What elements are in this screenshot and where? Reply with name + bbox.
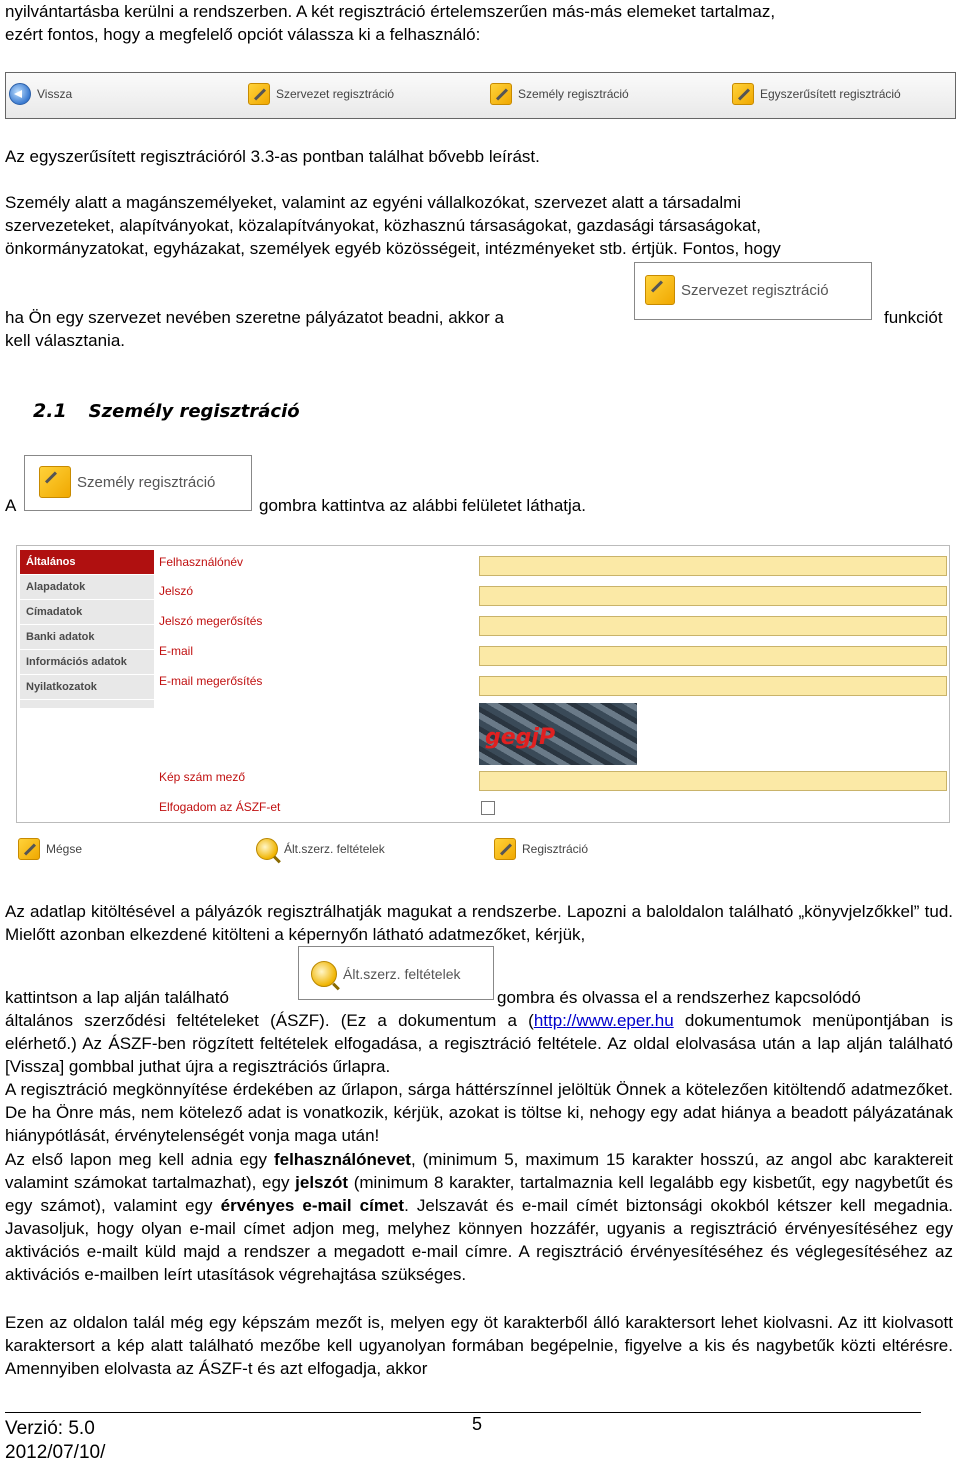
pencil-icon [18, 838, 40, 860]
registration-form-screenshot [16, 545, 950, 823]
body-paragraph-4: Az első lapon meg kell adnia egy felhasználónevet, (minimum 5, maximum 15 karakter hosszú, az angol abc karaktereit valamint számokat tartalmazhat), egy jelszót (minimum 8 karakter, tartalmaznia kell legalább egy kisbetűt, egy nagybetűt és egy számot), valamint egy érvényes e-mail címet. Jelszavát és e-mail címét biztonsági okokból kétszer kell megadnia. Javasoljuk, hogy olyan e-mail címet adjon meg, melyhez könnyen hozzáfér, ugyanis a regisztráció érvényesítéséhez egy aktivációs e-mailt küld majd a rendszer a megadott e-mail címre. A regisztráció érvényesítéséhez és véglegesítéséhez az aktivációs e-mailben leírt utasítások végrehajtása szükséges. [5, 1150, 954, 1284]
body-paragraph-3: A regisztráció megkönnyítése érdekében az űrlapon, sárga háttérszínnel jelöltük Önnek a kötelezően kitöltendő adatmezőket. De ha Önre más, nem kötelező adat is vonatkozik, kérjük, azokat is töltse ki, nehogy egy adat hiánya a beadott pályázatának hiánypótlását, érvénytelenségét vonja maga után! [5, 1080, 953, 1145]
section-number: 2.1 [33, 400, 67, 422]
email-label: E-mail [159, 644, 194, 658]
section-title: Személy regisztráció [88, 401, 300, 422]
bookmark-info[interactable]: Információs adatok [20, 650, 154, 674]
paragraph-line: kell választania. [5, 331, 126, 350]
pencil-icon [645, 275, 675, 305]
pencil-icon [39, 466, 71, 498]
bookmark-declarations[interactable]: Nyilatkozatok [20, 675, 154, 699]
register-button[interactable]: Regisztráció [494, 838, 588, 860]
pencil-icon [248, 83, 270, 105]
simplified-note: Az egyszerűsített regisztrációról 3.3-as pontban találhat bővebb leírást. [5, 147, 540, 166]
captcha-image: gegjP [479, 703, 637, 765]
intro-line-2: ezért fontos, hogy a megfelelő opciót válassza ki a felhasználó: [5, 25, 481, 44]
paragraph-line: ha Ön egy szervezet nevében szeretne pályázatot beadni, akkor a [5, 308, 504, 327]
back-arrow-icon [9, 83, 31, 105]
pencil-icon [490, 83, 512, 105]
form-bookmark-sidebar [20, 550, 154, 708]
password-confirm-label: Jelszó megerősítés [159, 614, 263, 628]
paragraph-line: szervezeteket, alapítványokat, közalapítványokat, közhasznú társaságokat, gazdasági társaságokat, [5, 216, 761, 235]
password-input[interactable] [479, 586, 947, 606]
body-paragraph-2: általános szerződési feltételeket (ÁSZF). (Ez a dokumentum a (http://www.eper.hu dokumentumok menüpontjában is elérhető.) Az ÁSZF-ben rögzített feltételek elfogadása, a regisztráció feltétele. Az oldal elolvasása után a lap alján található [Vissza] gombbal juthat újra a regisztrációs űrlapra. [5, 1011, 953, 1076]
password-confirm-input[interactable] [479, 616, 947, 636]
email-input[interactable] [479, 646, 947, 666]
footer-rule [5, 1412, 921, 1413]
intro-line-1: nyilvántartásba kerülni a rendszerben. A két regisztráció értelemszerűen más-más elemeket tartalmaz, [5, 2, 776, 21]
org-registration-button[interactable]: Szervezet regisztráció [248, 83, 394, 105]
paragraph-line: Személy alatt a magánszemélyeket, valamint az egyéni vállalkozókat, szervezet alatt a társadalmi [5, 193, 742, 212]
body-p2-after-button: gombra és olvassa el a rendszerhez kapcsolódó [497, 988, 861, 1007]
username-input[interactable] [479, 556, 947, 576]
page-number: 5 [472, 1414, 483, 1434]
accept-terms-checkbox[interactable] [481, 801, 495, 815]
bookmark-general[interactable]: Általános [20, 550, 154, 574]
username-label: Felhasználónév [159, 555, 244, 569]
terms-inline-button: Ált.szerz. feltételek [298, 946, 494, 1000]
cancel-button[interactable]: Mégse [18, 838, 82, 860]
bookmark-bank[interactable]: Banki adatok [20, 625, 154, 649]
body-paragraph-1: Az adatlap kitöltésével a pályázók regisztrálhatják magukat a rendszerbe. Lapozni a baloldalon található „könyvjelzőkkel” tud. Mielőtt azonban elkezdené kitölteni a képernyőn látható adatmezőket, kérjük, [5, 902, 953, 944]
org-registration-inline-button: Szervezet regisztráció [634, 262, 872, 320]
captcha-input[interactable] [479, 771, 947, 791]
person-registration-inline-button: Személy regisztráció [24, 455, 252, 511]
captcha-label: Kép szám mező [159, 770, 246, 784]
body-p2-start: kattintson a lap alján található [5, 988, 229, 1007]
bookmark-address[interactable]: Címadatok [20, 600, 154, 624]
form-button-bar [16, 832, 950, 872]
email-confirm-label: E-mail megerősítés [159, 674, 263, 688]
person-line-suffix: gombra kattintva az alábbi felületet láthatja. [259, 496, 586, 515]
pencil-icon [732, 83, 754, 105]
accept-terms-label: Elfogadom az ÁSZF-et [159, 800, 281, 814]
eper-link[interactable]: http://www.eper.hu [533, 1011, 674, 1030]
paragraph-line: önkormányzatokat, egyházakat, személyek egyéb közösségeit, intézményeket stb. értjük. Fontos, hogy [5, 239, 781, 258]
body-paragraph-5: Ezen az oldalon talál még egy képszám mezőt is, melyen egy öt karakterből álló karaktersort lehet kiolvasni. Az itt kiolvasott karaktersort a kép alatt található mezőbe kell ugyanolyan formában begépelnie, figyelve a kis és nagybetűk közti eltérésre. Amennyiben elolvasta az ÁSZF-t és azt elfogadja, akkor [5, 1313, 953, 1378]
simplified-registration-button[interactable]: Egyszerűsített regisztráció [732, 83, 901, 105]
footer-version: Verzió: 5.0 [5, 1418, 95, 1439]
terms-button[interactable]: Ált.szerz. feltételek [256, 838, 385, 860]
pencil-icon [494, 838, 516, 860]
footer-date: 2012/07/10/ [5, 1442, 106, 1463]
section-heading [33, 400, 300, 422]
bookmark-basic[interactable]: Alapadatok [20, 575, 154, 599]
email-confirm-input[interactable] [479, 676, 947, 696]
password-label: Jelszó [159, 584, 194, 598]
magnifier-icon [256, 838, 278, 860]
registration-toolbar [5, 72, 956, 119]
back-button[interactable]: Vissza [9, 83, 72, 105]
paragraph-line: funkciót [884, 308, 943, 327]
person-line-prefix: A [5, 496, 17, 515]
magnifier-icon [311, 961, 337, 987]
person-registration-button[interactable]: Személy regisztráció [490, 83, 629, 105]
